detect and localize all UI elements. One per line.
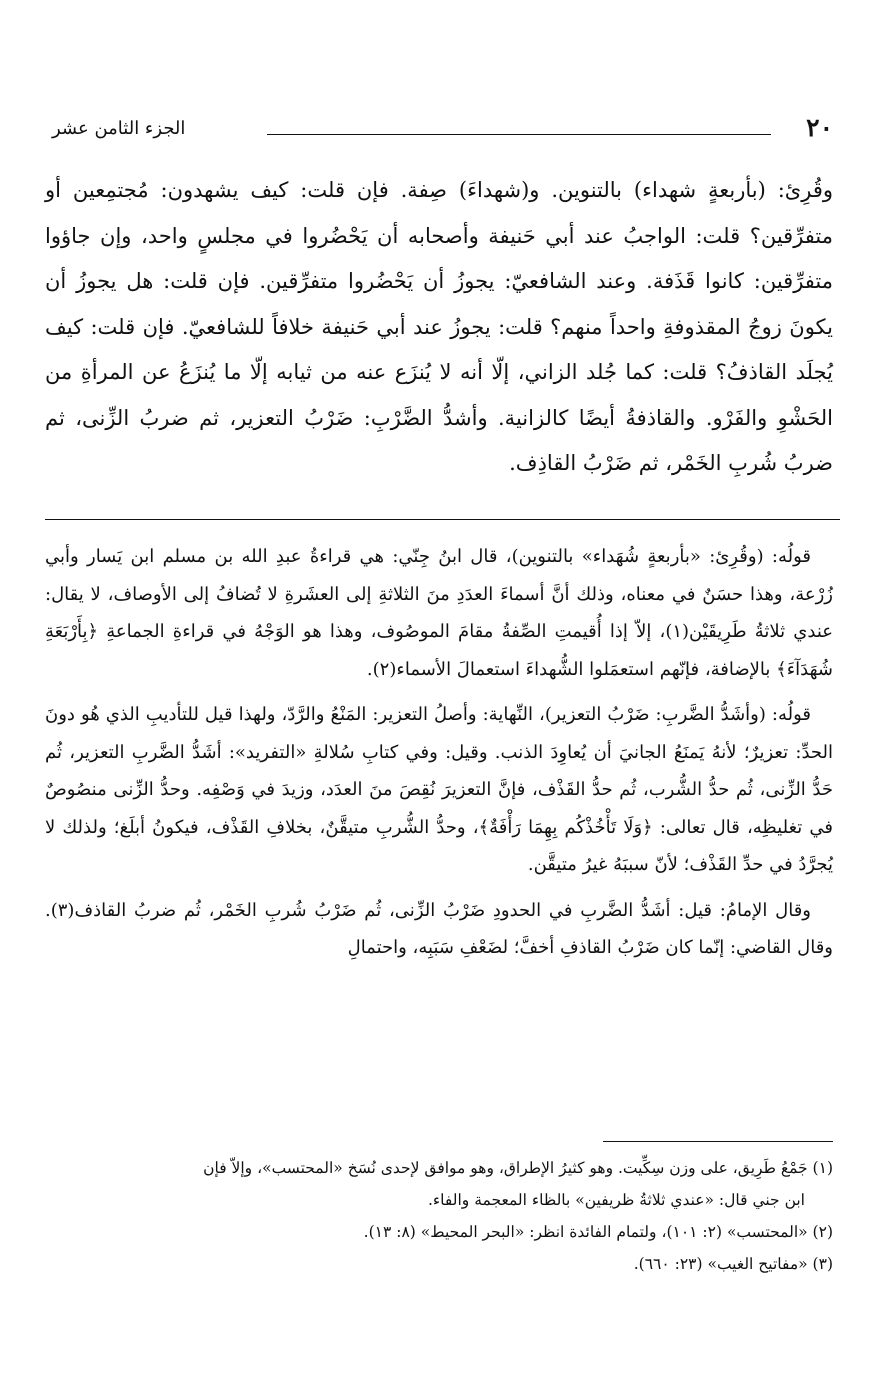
running-title: الجزء الثامن عشر xyxy=(52,118,186,139)
page-header xyxy=(52,112,833,152)
footnote-2: (٢) «المحتسب» (٢: ١٠١)، ولتمام الفائدة انظر: «البحر المحيط» (٨: ١٣). xyxy=(363,1223,833,1241)
footnote-1-continuation: ابن جني قال: «عندي ثلاثةُ ظريفين» بالظاء المعجمة والفاء. xyxy=(427,1191,805,1209)
footnote-1: (١) جَمْعُ طَرِيق، على وزن سِكِّيت. وهو كثيرُ الإطراق، وهو موافق لإحدى نُسَخ «المحتسب»، وإلاّ فإن xyxy=(203,1159,833,1177)
header-rule xyxy=(267,134,771,135)
commentary-paragraph-1: قولُه: (وقُرِئ: «بأربعةٍ شُهَداء» بالتنوين)، قال ابنُ جِنّي: هي قراءةُ عبدِ الله بن مسلم ابن يَسار وأبي زُرْعة، وهذا حسَنٌ في معناه، وذلك أنَّ أسماءَ العدَدِ منَ الثلاثةِ إلى العشَرةِ لا تُضافُ إلى الأوصاف، لا يقال: عندي ثلاثةُ طَرِيقَيْن(١)، إلاّ إذا أُقيمتِ الصِّفةُ مقامَ الموصُوف، وهذا هو الوَجْهُ في قراءةِ الجماعةِ ﴿بِأَرْبَعَةِ شُهَدَآءَ﴾ بالإضافة، فإنّهم استعمَلوا الشُّهداءَ استعمالَ الأسماء(٢). xyxy=(45,546,833,680)
section-divider xyxy=(45,519,840,520)
commentary xyxy=(45,538,833,975)
page-number: ٢٠ xyxy=(806,113,833,142)
footnotes xyxy=(45,1152,833,1280)
footnote-divider xyxy=(603,1141,833,1142)
footnote-3: (٣) «مفاتيح الغيب» (٢٣: ٦٦٠). xyxy=(633,1255,833,1273)
main-text xyxy=(45,168,833,487)
commentary-paragraph-2: قولُه: (وأشَدُّ الضَّربِ: ضَرْبُ التعزير)، النِّهاية: وأصلُ التعزير: المَنْعُ والرَّدّ، ولهذا قيل للتأديبِ الذي هُو دونَ الحدِّ: تعزيرٌ؛ لأنهُ يَمنَعُ الجانيَ أن يُعاوِدَ الذنب. وقيل: وفي كتابِ سُلالةِ «التفريد»: أشَدُّ الضَّربِ التعزير، ثُم حَدُّ الزِّنى، ثُم حدُّ الشُّرب، ثُم حدُّ القَذْف، فإنَّ التعزيرَ نُقِصَ منَ العدَد، وزيدَ في وَصْفِه. وحدُّ الزِّنى منصُوصٌ في تغليظِه، قال تعالى: ﴿وَلَا تَأْخُذْكُم بِهِمَا رَأْفَةٌ﴾، وحدُّ الشُّربِ متيقَّنٌ، بخلافِ القَذْف، فيكونُ أبلَغ؛ ولذلك لا يُجرَّدُ في حدِّ القَذْف؛ لأنّ سببَهُ غيرُ متيقَّن. xyxy=(45,704,833,875)
commentary-paragraph-3: وقال الإمامُ: قيل: أشَدُّ الضَّربِ في الحدودِ ضَرْبُ الزِّنى، ثُم ضَرْبُ شُربِ الخَمْر، ثُم ضربُ القاذف(٣). وقال القاضي: إنّما كان ضَرْبُ القاذفِ أخفَّ؛ لضَعْفِ سَبَبِه، واحتمالِ xyxy=(45,899,833,958)
main-paragraph: وقُرِئ: (بأربعةٍ شهداء) بالتنوين. و(شهداءَ) صِفة. فإن قلت: كيف يشهدون: مُجتمِعين أو متفرِّقين؟ قلت: الواجبُ عند أبي حَنيفة وأصحابه أن يَحْضُروا في مجلسٍ واحد، وإن جاؤوا متفرِّقين: كانوا قَذَفة. وعند الشافعيّ: يجوزُ أن يَحْضُروا متفرِّقين. فإن قلت: هل يجوزُ أن يكونَ زوجُ المقذوفةِ واحداً منهم؟ قلت: يجوزُ عند أبي حَنيفة خلافاً للشافعيّ. فإن قلت: كيف يُجلَد القاذفُ؟ قلت: كما جُلد الزاني، إلّا أنه لا يُنزَع عنه من ثيابه إلّا ما يُنزَعُ عن المرأةِ من الحَشْوِ والفَرْو. والقاذفةُ أيضًا كالزانية. وأشدُّ الضَّرْبِ: ضَرْبُ التعزير، ثم ضربُ الزِّنى، ثم ضربُ شُربِ الخَمْر، ثم ضَرْبُ القاذِف. xyxy=(45,178,833,475)
